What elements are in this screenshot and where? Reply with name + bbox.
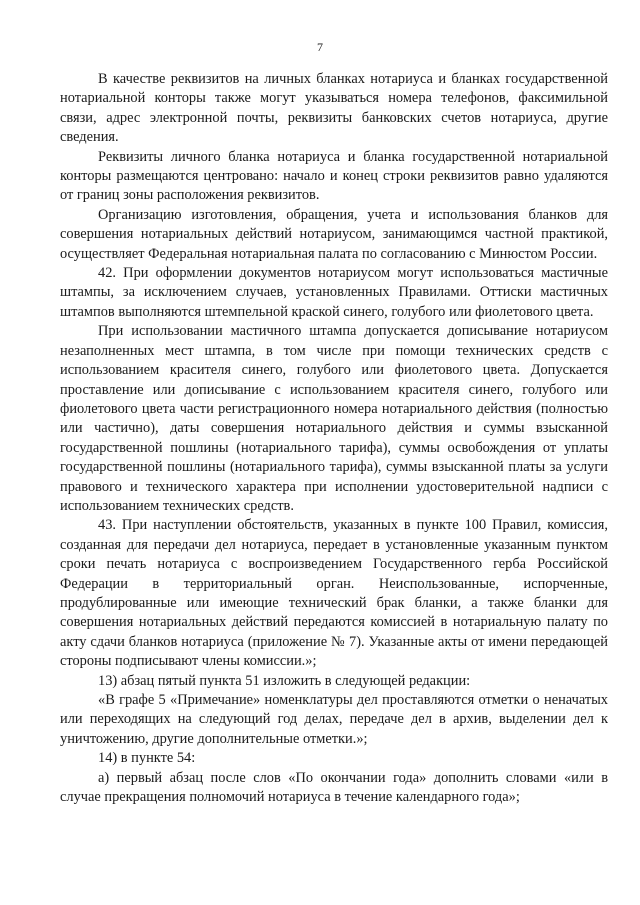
paragraph-requisites-centered: Реквизиты личного бланка нотариуса и бланка государственной нотариальной конторы размещаются центровано: начало и конец строки реквизитов равно удаляются от границ зоны расположения реквизитов. — [60, 148, 608, 204]
paragraph-requisites-extra: В качестве реквизитов на личных бланках нотариуса и бланках государственной нотариальной конторы также могут указываться номера телефонов, факсимильной связи, адрес электронной почты, реквизиты банковских счетов нотариуса, другие сведения. — [60, 71, 608, 146]
paragraph-amendment-13-text: «В графе 5 «Примечание» номенклатуры дел проставляются отметки о неначатых или переходящих на следующий год делах, передаче дел в архив, выделении дел к уничтожению, другие дополнительные отметки.»; — [60, 692, 608, 747]
paragraph-clause-42: 42. При оформлении документов нотариусом могут использоваться мастичные штампы, за исключением случаев, установленных Правилами. Оттиски мастичных штампов выполняются штемпельной краской синего, голубого или фиолетового цвета. — [60, 265, 608, 320]
document-body — [60, 70, 608, 807]
paragraph-blank-organization: Организацию изготовления, обращения, учета и использования бланков для совершения нотариальных действий нотариусом, занимающимся частной практикой, осуществляет Федеральная нотариальная палата по согласованию с Минюстом России. — [60, 206, 608, 262]
paragraph-clause-43: 43. При наступлении обстоятельств, указанных в пункте 100 Правил, комиссия, созданная для передачи дел нотариуса, передает в установленные указанным пунктом сроки печать нотариуса с воспроизведением Государственного герба Российской Федерации в территориальный орган. Неиспользованные, испорченные, продублированные или имеющие технический брак бланки, а также бланки для совершения нотариальных действий передаются комиссией в нотариальную палату по акту сдачи бланков нотариуса (приложение № 7). Указанные акты от имени передающей стороны подписывают члены комиссии.»; — [60, 517, 608, 670]
paragraph-amendment-14a: а) первый абзац после слов «По окончании года» дополнить словами «или в случае прекращения полномочий нотариуса в течение календарного года»; — [60, 769, 608, 806]
paragraph-stamp-usage: При использовании мастичного штампа допускается дописывание нотариусом незаполненных мест штампа, в том числе при помощи технических средств с использованием красителя синего, голубого или фиолетового цвета. Допускается проставление или дописывание с использованием красителя синего, голубого или фиолетового цвета части регистрационного номера нотариального действия (полностью или частично), даты совершения нотариального действия и суммы взысканной государственной пошлины (нотариального тарифа), суммы освобождения от уплаты государственной пошлины (нотариального тарифа), суммы взысканной платы за услуги правового и технического характера при исполнении удостоверительной надписи с использованием технических средств. — [60, 323, 608, 514]
page-number: 7 — [317, 40, 323, 54]
paragraph-amendment-13: 13) абзац пятый пункта 51 изложить в следующей редакции: — [98, 672, 471, 689]
paragraph-amendment-14: 14) в пункте 54: — [98, 750, 196, 767]
